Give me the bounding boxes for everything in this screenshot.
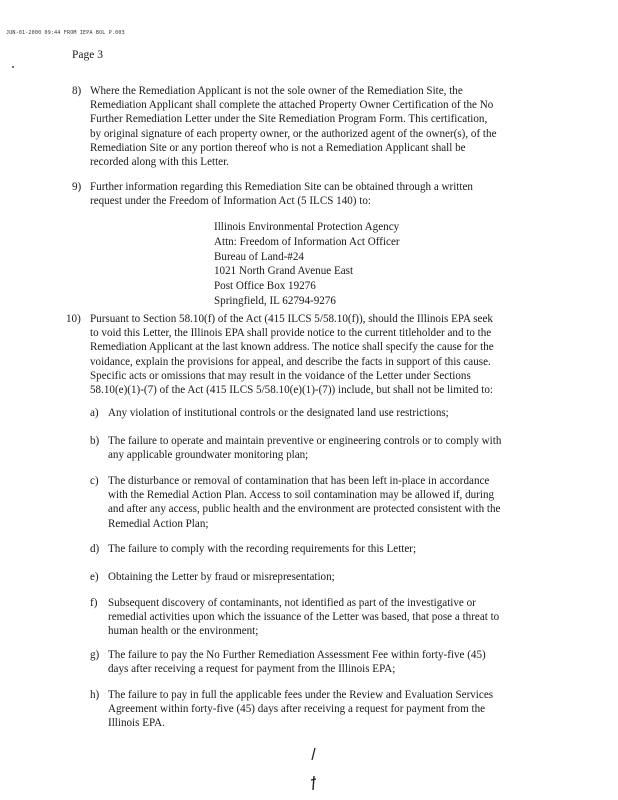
subitem-g bbox=[90, 648, 530, 676]
subitem-h bbox=[90, 688, 530, 731]
foia-address-block bbox=[214, 220, 400, 309]
subitem-line: The failure to operate and maintain preventive or engineering controls or to comply with bbox=[108, 435, 502, 447]
subitem-line: Obtaining the Letter by fraud or misrepresentation; bbox=[108, 571, 335, 583]
item-9 bbox=[72, 180, 532, 208]
subitem-line: Any violation of institutional controls or the designated land use restrictions; bbox=[108, 407, 449, 419]
paragraph-line: Remediation Site or any portion thereof who is not a Remediation Applicant shall be bbox=[90, 141, 466, 154]
paragraph-line: by original signature of each property owner, or the authorized agent of the owner(s), of the bbox=[90, 127, 497, 140]
address-line: Post Office Box 19276 bbox=[214, 280, 316, 293]
subitem-line: The failure to pay the No Further Remediation Assessment Fee within forty-five (45) bbox=[108, 649, 486, 661]
paragraph-line: 58.10(e)(1)-(7) of the Act (415 ILCS 5/58.10(e)(1)-(7)) include, but shall not be limited to: bbox=[90, 384, 493, 397]
paragraph-line: Pursuant to Section 58.10(f) of the Act (415 ILCS 5/58.10(f)), should the Illinois EPA seek bbox=[90, 313, 493, 325]
subitem-line: human health or the environment; bbox=[108, 625, 259, 638]
subitem-line: any applicable groundwater monitoring plan; bbox=[108, 449, 309, 462]
address-line: Bureau of Land-#24 bbox=[214, 250, 304, 263]
subitem-label: a) bbox=[90, 407, 99, 419]
paragraph-line: Remediation Applicant shall complete the attached Property Owner Certification of the No bbox=[90, 99, 494, 112]
subitem-label: c) bbox=[90, 475, 99, 487]
subitem-line: with the Remedial Action Plan. Access to soil contamination may be allowed if, during bbox=[108, 489, 495, 502]
scan-speck bbox=[12, 66, 14, 68]
paragraph-line: to void this Letter, the Illinois EPA shall provide notice to the current titleholder and to the bbox=[90, 327, 492, 340]
item-10 bbox=[66, 312, 532, 397]
fax-header-line: JUN-01-2000 09:44 FROM IEPA BOL P.003 bbox=[6, 30, 125, 36]
subitem-line: The failure to comply with the recording requirements for this Letter; bbox=[108, 543, 417, 555]
subitem-line: Remedial Action Plan; bbox=[108, 517, 209, 530]
subitem-f bbox=[90, 596, 530, 639]
subitem-label: b) bbox=[90, 435, 100, 447]
subitem-e bbox=[90, 570, 530, 584]
subitem-label: f) bbox=[90, 597, 98, 609]
subitem-line: The disturbance or removal of contamination that has been left in-place in accordance bbox=[108, 475, 490, 487]
subitem-line: The failure to pay in full the applicable fees under the Review and Evaluation Services bbox=[108, 689, 494, 701]
item-number: 8) bbox=[72, 85, 82, 97]
item-number: 9) bbox=[72, 181, 82, 193]
paragraph-line: Where the Remediation Applicant is not the sole owner of the Remediation Site, the bbox=[90, 85, 463, 97]
subitem-b bbox=[90, 434, 530, 462]
item-number: 10) bbox=[66, 313, 81, 325]
address-line: Attn: Freedom of Information Act Officer bbox=[214, 235, 400, 248]
subitem-line: Subsequent discovery of contaminants, not identified as part of the investigative or bbox=[108, 597, 476, 609]
address-line: Springfield, IL 62794-9276 bbox=[214, 294, 336, 307]
address-line: Illinois Environmental Protection Agency bbox=[214, 221, 400, 233]
subitem-line: Illinois EPA. bbox=[108, 717, 165, 730]
subitem-line: and after any access, public health and the environment are protected consistent with the bbox=[108, 503, 501, 516]
paragraph-line: voidance, explain the provisions for appeal, and describe the facts in support of this cause. bbox=[90, 355, 491, 368]
item-8 bbox=[72, 84, 532, 169]
paragraph-line: Further information regarding this Remediation Site can be obtained through a written bbox=[90, 181, 473, 193]
page-number: Page 3 bbox=[72, 49, 103, 61]
paragraph-line: request under the Freedom of Information Act (5 ILCS 140) to: bbox=[90, 195, 371, 208]
subitem-label: h) bbox=[90, 689, 100, 701]
paragraph-line: Specific acts or omissions that may result in the voidance of the Letter under Sections bbox=[90, 369, 471, 382]
paragraph-line: recorded along with this Letter. bbox=[90, 156, 229, 169]
subitem-a bbox=[90, 406, 530, 420]
handwritten-mark bbox=[306, 746, 320, 794]
paragraph-line: Remediation Applicant at the last known address. The notice shall specify the cause for the bbox=[90, 341, 494, 354]
subitem-line: Agreement within forty-five (45) days after receiving a request for payment from the bbox=[108, 703, 486, 716]
subitem-d bbox=[90, 542, 530, 556]
subitem-label: e) bbox=[90, 571, 99, 583]
paragraph-line: Further Remediation Letter under the Site Remediation Program Form. This certification, bbox=[90, 113, 488, 126]
subitem-label: g) bbox=[90, 649, 100, 661]
subitem-label: d) bbox=[90, 543, 100, 555]
subitem-line: remedial activities upon which the issuance of the Letter was based, that pose a threat to bbox=[108, 611, 500, 624]
subitem-line: days after receiving a request for payment from the Illinois EPA; bbox=[108, 663, 396, 676]
subitem-c bbox=[90, 474, 530, 531]
address-line: 1021 North Grand Avenue East bbox=[214, 265, 354, 278]
